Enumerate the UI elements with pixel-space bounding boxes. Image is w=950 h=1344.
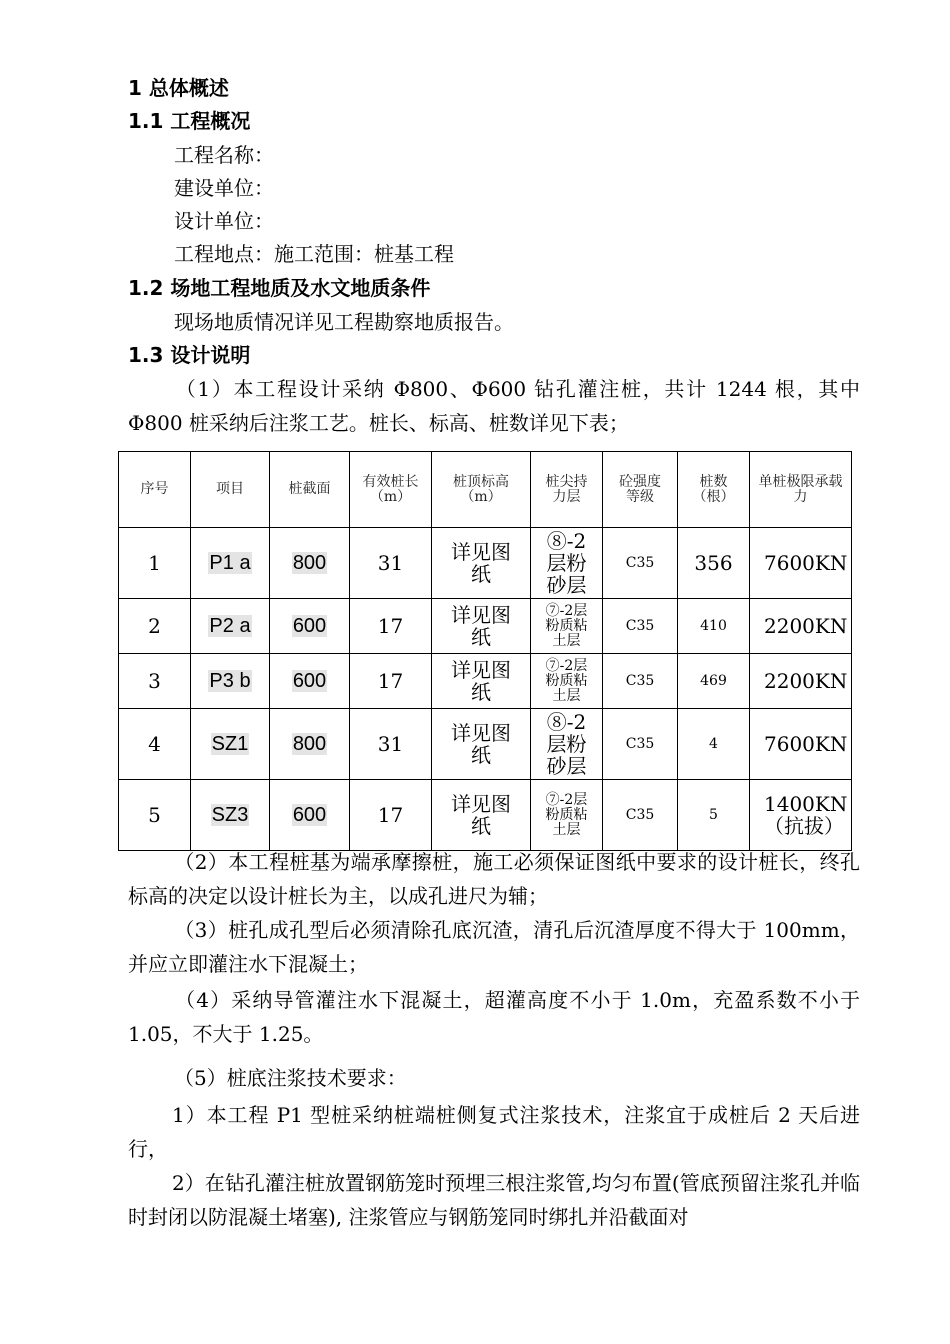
table-row	[119, 599, 852, 654]
design-paragraph-7: 2）在钻孔灌注桩放置钢筋笼时预埋三根注浆管,均匀布置(管底预留注浆孔并临时封闭以防混凝土堵塞), 注浆管应与钢筋笼同时绑扎并沿截面对	[128, 1171, 860, 1229]
bearing-layer-cell: ⑦-2层粉质粘土层	[531, 599, 603, 654]
pile-section-cell-text: 800	[292, 732, 327, 755]
location-line: 工程地点：施工范围：桩基工程	[174, 242, 454, 266]
builder-line: 建设单位：	[174, 176, 274, 200]
header-cell: 有效桩长（m）	[350, 452, 432, 528]
pile-count-cell: 356	[678, 528, 750, 599]
row-number-cell: 4	[119, 709, 191, 780]
bearing-layer-cell: ⑦-2层粉质粘土层	[531, 780, 603, 851]
pile-top-elevation-cell: 详见图纸	[432, 780, 531, 851]
pile-item-cell	[191, 709, 270, 780]
heading-1-2: 1.2 场地工程地质及水文地质条件	[128, 276, 431, 300]
pile-section-cell	[270, 654, 350, 709]
pile-section-cell-text: 800	[292, 551, 327, 574]
pile-count-cell: 469	[678, 654, 750, 709]
pile-item-cell	[191, 599, 270, 654]
header-cell: 序号	[119, 452, 191, 528]
row-number-cell: 1	[119, 528, 191, 599]
design-paragraph-3: （3）桩孔成孔型后必须清除孔底沉渣，清孔后沉渣厚度不得大于 100mm，并应立即灌注水下混凝土；	[128, 918, 860, 976]
header-cell: 桩顶标高（m）	[432, 452, 531, 528]
pile-item-cell	[191, 528, 270, 599]
pile-item-cell-text: P2 a	[209, 614, 251, 637]
table-row	[119, 654, 852, 709]
concrete-grade-cell: C35	[603, 709, 678, 780]
concrete-grade-cell: C35	[603, 780, 678, 851]
table-header-row	[119, 452, 852, 528]
pile-item-cell	[191, 780, 270, 851]
pile-section-cell-text: 600	[292, 669, 327, 692]
pile-count-cell: 410	[678, 599, 750, 654]
pile-item-cell-text: P3 b	[209, 669, 251, 692]
design-paragraph-4: （4）采纳导管灌注水下混凝土，超灌高度不小于 1.0m，充盈系数不小于 1.05，不大于 1.25。	[128, 988, 860, 1046]
pile-item-cell-text: SZ1	[211, 732, 249, 755]
heading-1-3: 1.3 设计说明	[128, 343, 251, 367]
header-cell: 单桩极限承载力	[750, 452, 852, 528]
pile-item-cell	[191, 654, 270, 709]
header-cell: 桩截面	[270, 452, 350, 528]
header-cell: 项目	[191, 452, 270, 528]
bearing-capacity-cell: 7600KN	[750, 528, 852, 599]
pile-top-elevation-cell: 详见图纸	[432, 599, 531, 654]
pile-length-cell: 17	[350, 599, 432, 654]
pile-section-cell	[270, 780, 350, 851]
bearing-layer-cell: ⑧-2层粉砂层	[531, 709, 603, 780]
project-name-line: 工程名称：	[174, 143, 274, 167]
pile-section-cell-text: 600	[292, 803, 327, 826]
pile-length-cell: 17	[350, 654, 432, 709]
header-cell: 桩数（根）	[678, 452, 750, 528]
heading-1-1: 1.1 工程概况	[128, 109, 251, 133]
row-number-cell: 5	[119, 780, 191, 851]
bearing-capacity-cell: 7600KN	[750, 709, 852, 780]
design-paragraph-6: 1）本工程 P1 型桩采纳桩端桩侧复式注浆技术，注浆宜于成桩后 2 天后进行，	[128, 1103, 860, 1161]
pile-section-cell	[270, 709, 350, 780]
bearing-capacity-cell: 1400KN（抗拔）	[750, 780, 852, 851]
concrete-grade-cell: C35	[603, 654, 678, 709]
pile-length-cell: 17	[350, 780, 432, 851]
table-row	[119, 780, 852, 851]
pile-top-elevation-cell: 详见图纸	[432, 654, 531, 709]
designer-line: 设计单位：	[174, 209, 274, 233]
bearing-layer-cell: ⑦-2层粉质粘土层	[531, 654, 603, 709]
table-row	[119, 709, 852, 780]
pile-item-cell-text: P1 a	[209, 551, 251, 574]
bearing-layer-cell: ⑧-2层粉砂层	[531, 528, 603, 599]
pile-length-cell: 31	[350, 528, 432, 599]
design-paragraph-5: （5）桩底注浆技术要求：	[174, 1066, 407, 1090]
pile-length-cell: 31	[350, 709, 432, 780]
pile-section-cell	[270, 599, 350, 654]
pile-spec-table	[118, 451, 852, 851]
table-row	[119, 528, 852, 599]
pile-count-cell: 4	[678, 709, 750, 780]
pile-section-cell	[270, 528, 350, 599]
header-cell: 桩尖持力层	[531, 452, 603, 528]
header-cell: 砼强度等级	[603, 452, 678, 528]
concrete-grade-cell: C35	[603, 599, 678, 654]
heading-1: 1 总体概述	[128, 76, 229, 100]
design-paragraph-1: （1）本工程设计采纳 Φ800、Φ600 钻孔灌注桩，共计 1244 根，其中 Φ800 桩采纳后注浆工艺。桩长、标高、桩数详见下表；	[128, 377, 860, 435]
pile-section-cell-text: 600	[292, 614, 327, 637]
pile-item-cell-text: SZ3	[211, 803, 249, 826]
pile-top-elevation-cell: 详见图纸	[432, 709, 531, 780]
geology-text: 现场地质情况详见工程勘察地质报告。	[174, 310, 514, 334]
row-number-cell: 2	[119, 599, 191, 654]
concrete-grade-cell: C35	[603, 528, 678, 599]
bearing-capacity-cell: 2200KN	[750, 654, 852, 709]
bearing-capacity-cell: 2200KN	[750, 599, 852, 654]
pile-count-cell: 5	[678, 780, 750, 851]
row-number-cell: 3	[119, 654, 191, 709]
design-paragraph-2: （2）本工程桩基为端承摩擦桩，施工必须保证图纸中要求的设计桩长，终孔标高的决定以设计桩长为主，以成孔进尺为辅；	[128, 850, 860, 908]
pile-top-elevation-cell: 详见图纸	[432, 528, 531, 599]
